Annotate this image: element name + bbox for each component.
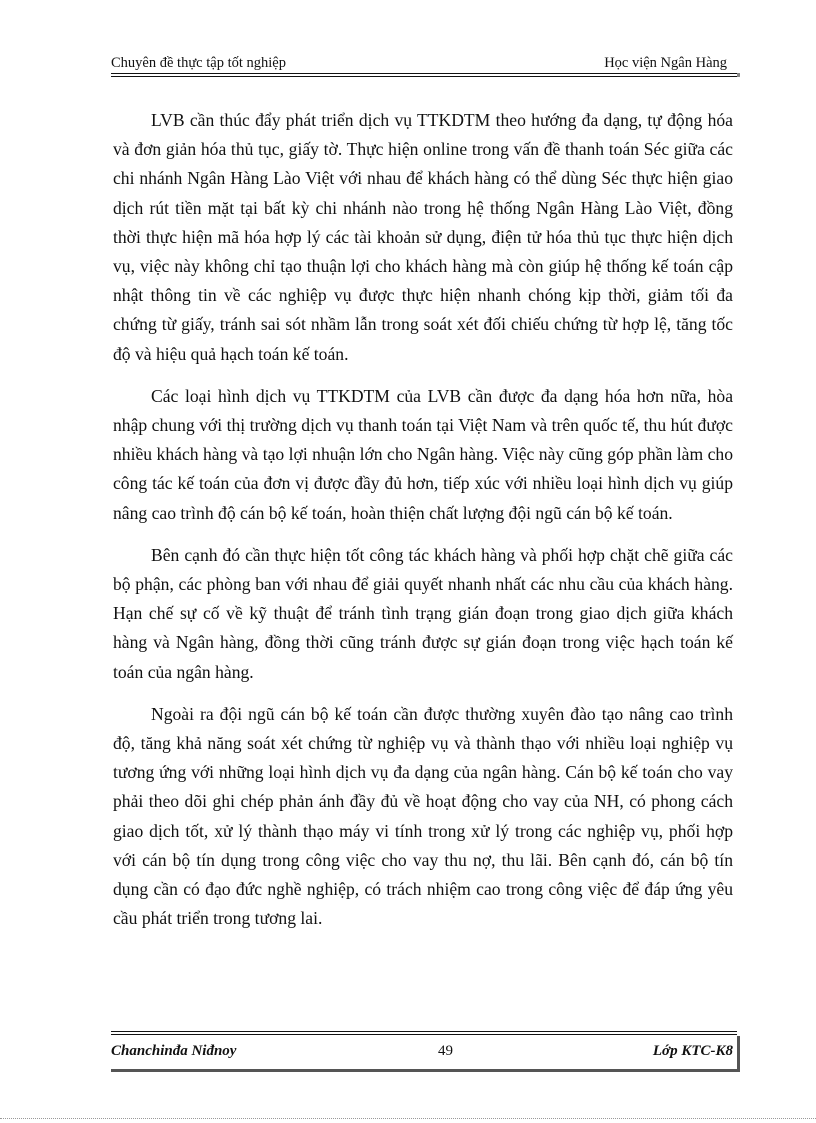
header-rule-thin [111,76,737,77]
paragraph-2: Các loại hình dịch vụ TTKDTM của LVB cần được đa dạng hóa hơn nữa, hòa nhập chung với thị trường dịch vụ thanh toán tại Việt Nam và trên quốc tế, thu hút được nhiều khách hàng và tạo lợi nhuận lớn cho Ngân hàng. Việc này cũng góp phần làm cho công tác kế toán của đơn vị được đầy đủ hơn, tiếp xúc với nhiều loại hình dịch vụ giúp nâng cao trình độ cán bộ kế toán, hoàn thiện chất lượng đội ngũ cán bộ kế toán. [113,385,733,523]
footer-class: Lớp KTC-K8 [652,1043,733,1059]
footer-frame-shadow-right [737,1036,740,1072]
header-institution: Học viện Ngân Hàng [604,55,727,71]
page-break-line [0,1118,816,1119]
header-rule-thick [111,73,737,74]
header-report-title: Chuyên đề thực tập tốt nghiệp [111,55,286,71]
page-header [111,52,731,74]
footer-rule-thin [111,1034,737,1035]
paragraph-3: Bên cạnh đó cần thực hiện tốt công tác khách hàng và phối hợp chặt chẽ giữa các bộ phận, các phòng ban với nhau để giải quyết nhanh nhất các nhu cầu của khách hàng. Hạn chế sự cố về kỹ thuật để tránh tình trạng gián đoạn trong giao dịch giữa khách hàng và Ngân hàng, đồng thời cũng tránh được sự gián đoạn trong việc hạch toán kế toán của ngân hàng. [113,544,733,682]
footer-author: Chanchinđa Niđnoy [111,1043,237,1059]
header-rule-shadow [737,73,740,77]
paragraph-4: Ngoài ra đội ngũ cán bộ kế toán cần được thường xuyên đào tạo nâng cao trình độ, tăng khả năng soát xét chứng từ nghiệp vụ và thành thạo với nhiều loại nghiệp vụ tương ứng với những loại hình dịch vụ đa dạng của ngân hàng. Cán bộ kế toán cho vay phải theo dõi ghi chép phản ánh đầy đủ về hoạt động cho vay của NH, có phong cách giao dịch tốt, xử lý thành thạo máy vi tính trong xử lý trong các nghiệp vụ, phối hợp với cán bộ tín dụng trong công việc cho vay thu nợ, thu lãi. Bên cạnh đó, cán bộ tín dụng cần có đạo đức nghề nghiệp, có trách nhiệm cao trong công việc để đáp ứng yêu cầu phát triển trong tương lai. [113,703,733,929]
body-text [113,106,733,946]
page-footer [111,1040,733,1062]
paragraph-1: LVB cần thúc đẩy phát triển dịch vụ TTKDTM theo hướng đa dạng, tự động hóa và đơn giản hóa thủ tục, giấy tờ. Thực hiện online trong vấn đề thanh toán Séc giữa các chi nhánh Ngân Hàng Lào Việt với nhau để khách hàng có thể dùng Séc thực hiện giao dịch rút tiền mặt tại bất kỳ chi nhánh nào trong hệ thống Ngân Hàng Lào Việt, đồng thời thực hiện mã hóa hợp lý các tài khoản sử dụng, điện tử hóa thủ tục thực hiện dịch vụ, việc này không chỉ tạo thuận lợi cho khách hàng mà còn giúp hệ thống kế toán cập nhật thông tin về các nghiệp vụ được thực hiện nhanh chóng kịp thời, giảm tối đa chứng từ giấy, tránh sai sót nhầm lẫn trong soát xét đối chiếu chứng từ hợp lệ, tăng tốc độ và hiệu quả hạch toán kế toán. [113,110,733,364]
footer-page-number: 49 [438,1043,453,1059]
footer-rule-thick [111,1031,737,1032]
footer-frame-shadow-bottom [111,1069,740,1072]
